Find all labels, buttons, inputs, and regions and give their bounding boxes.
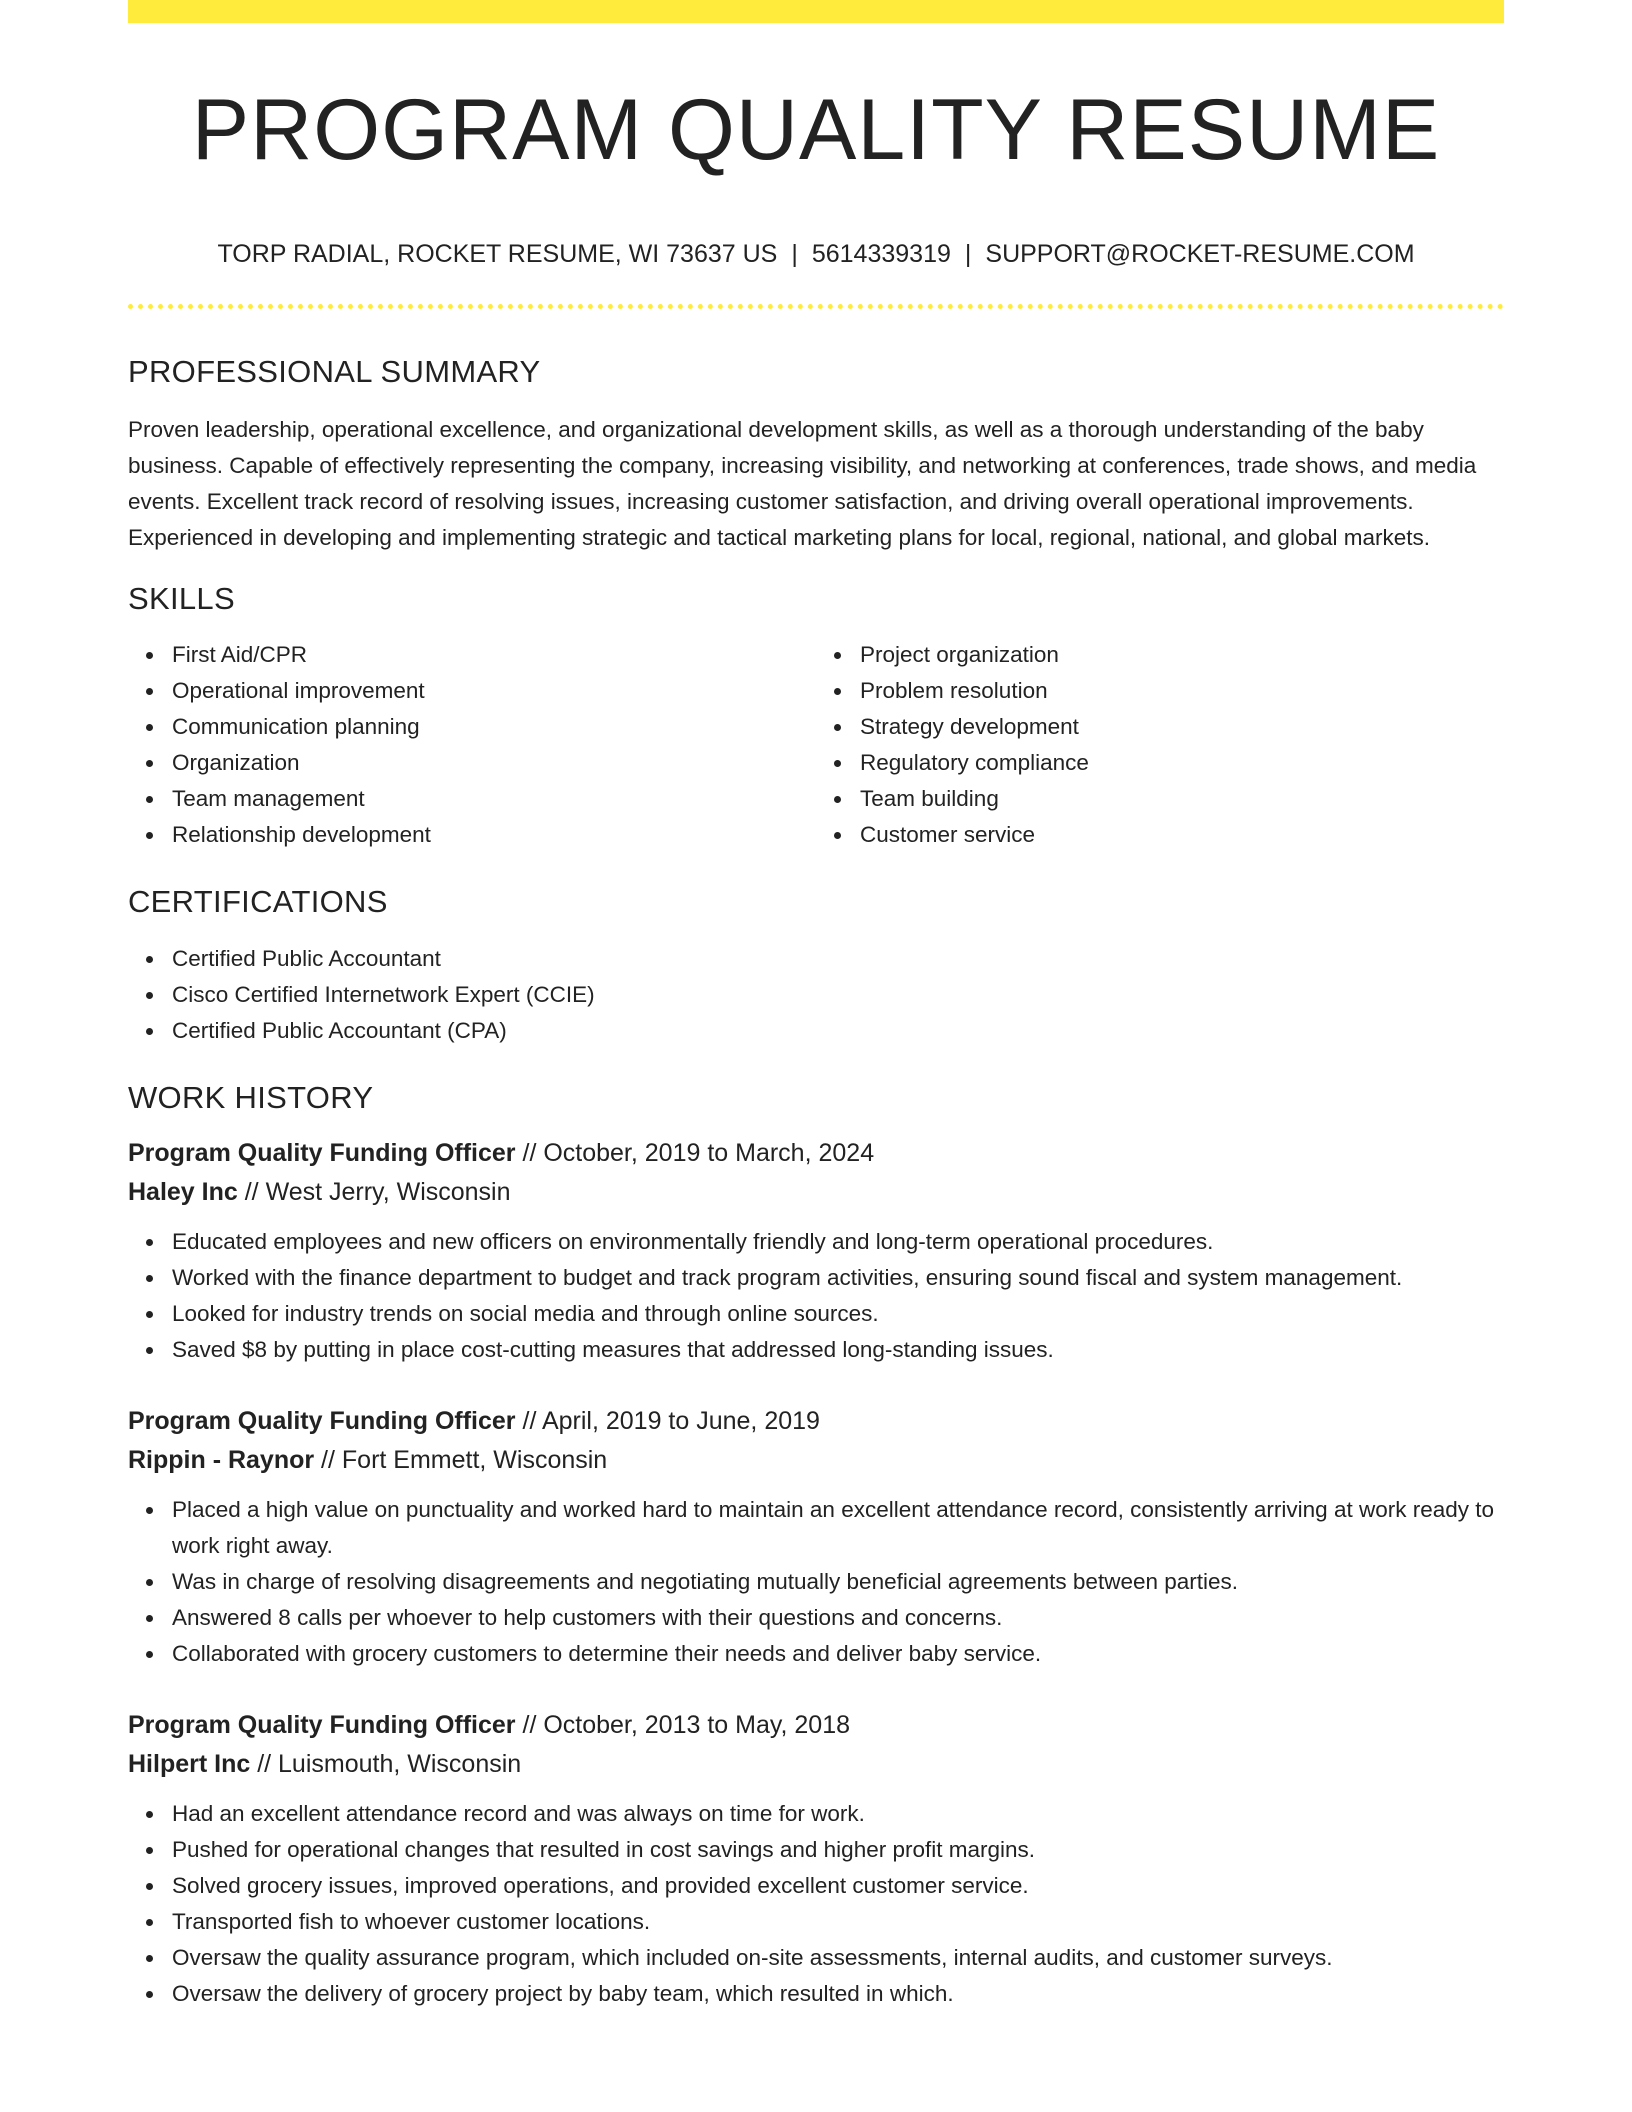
job-dates: // October, 2013 to May, 2018 [515,1710,851,1739]
job-duty: Was in charge of resolving disagreements and negotiating mutually beneficial agreements between parties. [172,1564,1504,1600]
resume-page [128,0,1504,2012]
job-company: Rippin - Raynor [128,1445,315,1474]
job-dates: // October, 2019 to March, 2024 [515,1138,875,1167]
job-duty: Educated employees and new officers on environmentally friendly and long-term operational procedures. [172,1224,1504,1260]
job-duty: Transported fish to whoever customer locations. [172,1904,1504,1940]
skill-item: Organization [172,745,816,781]
skill-item: Strategy development [860,709,1504,745]
contact-separator: | [791,239,798,268]
job-role: Program Quality Funding Officer [128,1138,516,1167]
skill-item: Operational improvement [172,673,816,709]
job-duty: Pushed for operational changes that resulted in cost savings and higher profit margins. [172,1832,1504,1868]
job-duty: Oversaw the quality assurance program, which included on-site assessments, internal audits, and customer surveys. [172,1940,1504,1976]
skills-heading: SKILLS [128,581,235,617]
skill-item: Team management [172,781,816,817]
job-duties-list [128,1224,1504,1368]
job-duty: Answered 8 calls per whoever to help customers with their questions and concerns. [172,1600,1504,1636]
accent-top-bar [128,0,1504,23]
work-history-heading: WORK HISTORY [128,1079,374,1115]
job-entry [128,1706,1504,2012]
skill-item: Relationship development [172,817,816,853]
certifications-list [128,941,1504,1049]
job-company-line [128,1173,1504,1212]
skill-item: Team building [860,781,1504,817]
job-duty: Worked with the finance department to budget and track program activities, ensuring sound fiscal and system management. [172,1260,1504,1296]
contact-line [128,238,1504,271]
job-title-line [128,1134,1504,1173]
job-entry [128,1402,1504,1672]
job-duties-list [128,1796,1504,2012]
certification-item: Certified Public Accountant [172,941,1504,977]
job-duty: Oversaw the delivery of grocery project by baby team, which resulted in which. [172,1976,1504,2012]
job-duty: Solved grocery issues, improved operations, and provided excellent customer service. [172,1868,1504,1904]
contact-address: TORP RADIAL, ROCKET RESUME, WI 73637 US [217,239,778,268]
job-company-line [128,1745,1504,1784]
job-role: Program Quality Funding Officer [128,1710,516,1739]
skills-list-left [128,637,816,853]
certification-item: Cisco Certified Internetwork Expert (CCIE) [172,977,1504,1013]
summary-text: Proven leadership, operational excellence, and organizational development skills, as well as a thorough understanding of the baby business. Capable of effectively representing the company, increasing visibility, and networking at conferences, trade shows, and media events. Excellent track record of resolving issues, increasing customer satisfaction, and driving overall operational improvements. Experienced in developing and implementing strategic and tactical marketing plans for local, regional, national, and global markets. [128,417,1477,551]
job-duty: Had an excellent attendance record and was always on time for work. [172,1796,1504,1832]
job-location: // Luismouth, Wisconsin [250,1749,522,1778]
resume-title: PROGRAM QUALITY RESUME [191,82,1441,178]
contact-separator: | [964,239,972,268]
skill-item: Customer service [860,817,1504,853]
job-duty: Collaborated with grocery customers to determine their needs and deliver baby service. [172,1636,1504,1672]
job-title-line [128,1402,1504,1441]
job-location: // West Jerry, Wisconsin [237,1177,511,1206]
skill-item: Problem resolution [860,673,1504,709]
job-duties-list [128,1492,1504,1672]
job-company: Haley Inc [128,1177,238,1206]
skill-item: Communication planning [172,709,816,745]
skill-item: Regulatory compliance [860,745,1504,781]
skill-item: Project organization [860,637,1504,673]
job-location: // Fort Emmett, Wisconsin [314,1445,608,1474]
certifications-heading: CERTIFICATIONS [128,884,388,920]
skills-grid [128,637,1504,853]
job-company-line [128,1441,1504,1480]
job-company: Hilpert Inc [128,1749,251,1778]
contact-phone: 5614339319 [811,239,951,268]
skill-item: First Aid/CPR [172,637,816,673]
job-duty: Placed a high value on punctuality and worked hard to maintain an excellent attendance record, consistently arriving at work ready to work right away. [172,1492,1504,1564]
job-role: Program Quality Funding Officer [128,1406,516,1435]
certification-item: Certified Public Accountant (CPA) [172,1013,1504,1049]
job-dates: // April, 2019 to June, 2019 [515,1406,820,1435]
job-duty: Looked for industry trends on social media and through online sources. [172,1296,1504,1332]
dotted-divider [128,304,1504,309]
summary-heading: PROFESSIONAL SUMMARY [128,354,541,390]
job-entry [128,1134,1504,1368]
skills-list-right [816,637,1504,853]
job-title-line [128,1706,1504,1745]
contact-email: SUPPORT@ROCKET-RESUME.COM [985,239,1415,268]
job-duty: Saved $8 by putting in place cost-cutting measures that addressed long-standing issues. [172,1332,1504,1368]
